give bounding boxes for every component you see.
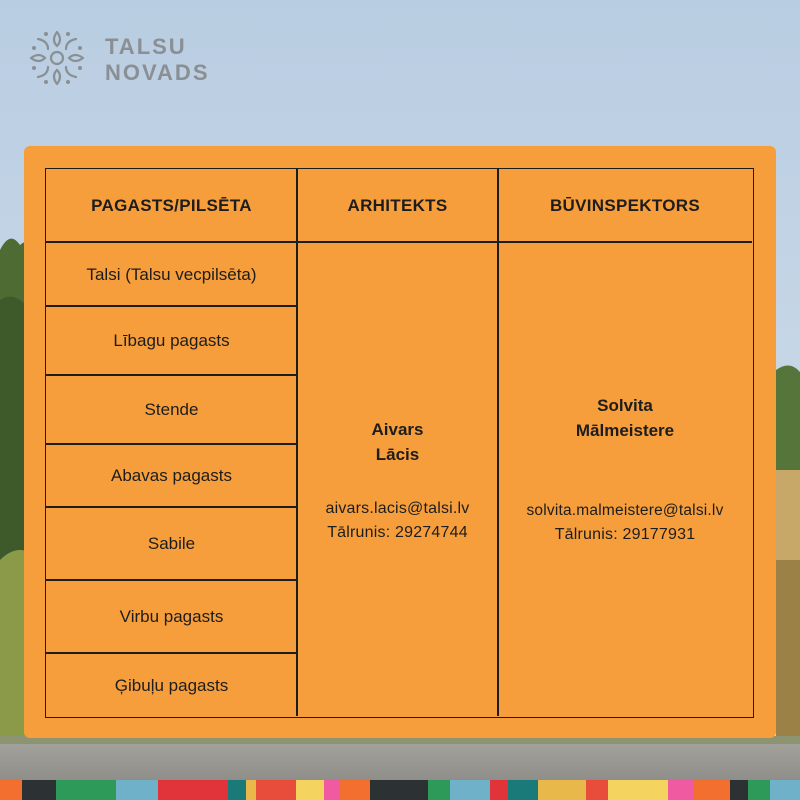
stripe-segment (450, 780, 490, 800)
architect-name (297, 417, 498, 467)
stripe-segment (22, 780, 56, 800)
stripe-segment (296, 780, 324, 800)
stripe-segment (158, 780, 228, 800)
area-talsi: Talsi (Talsu vecpilsēta) (86, 264, 257, 284)
stripe-segment (748, 780, 770, 800)
stripe-segment (770, 780, 800, 800)
logo-text (105, 34, 210, 86)
header-inspector: BŪVINSPEKTORS (549, 195, 700, 215)
area-virbu: Virbu pagasts (119, 607, 224, 626)
area-sabile: Sabile (147, 534, 196, 553)
inspector-phone: Tālrunis: 29177931 (554, 526, 696, 543)
area-gibulu: Ģibuļu pagasts (114, 675, 229, 695)
stripe-segment (256, 780, 296, 800)
stripe-segment (324, 780, 340, 800)
stripe-segment (428, 780, 450, 800)
stripe-segment (116, 780, 158, 800)
stripe-segment (246, 780, 256, 800)
architect-contacts (297, 497, 498, 545)
area-libagu: Lībagu pagasts (113, 331, 230, 350)
inspector-name (498, 393, 752, 443)
stripe-segment (668, 780, 694, 800)
stripe-segment (586, 780, 608, 800)
architect-phone: Tālrunis: 29274744 (327, 524, 468, 541)
stripe-segment (608, 780, 668, 800)
logo-line-2: NOVADS (105, 60, 210, 85)
architect-email[interactable]: aivars.lacis@talsi.lv (325, 500, 470, 517)
stripe-segment (538, 780, 586, 800)
area-stende: Stende (144, 400, 199, 419)
stripe-segment (0, 780, 22, 800)
inspector-email[interactable]: solvita.malmeistere@talsi.lv (526, 502, 724, 519)
contacts-table (45, 168, 754, 718)
area-abavas: Abavas pagasts (111, 466, 232, 485)
architect-last-name: Lācis (375, 445, 420, 464)
inspector-last-name: Mālmeistere (575, 421, 675, 440)
stripe-segment (370, 780, 428, 800)
talsu-novads-logo (24, 28, 214, 88)
stripe-segment (694, 780, 730, 800)
header-area: PAGASTS/PILSĒTA (91, 195, 252, 215)
logo-line-1: TALSU (105, 34, 187, 59)
stripe-segment (490, 780, 508, 800)
stripe-segment (730, 780, 748, 800)
ornament-icon (24, 28, 90, 88)
stripe-segment (508, 780, 538, 800)
architect-first-name: Aivars (371, 420, 424, 439)
inspector-first-name: Solvita (597, 396, 653, 415)
stripe-segment (340, 780, 370, 800)
header-architect: ARHITEKTS (347, 195, 448, 215)
stripe-segment (56, 780, 116, 800)
inspector-contacts (498, 499, 752, 547)
stripe-segment (228, 780, 246, 800)
